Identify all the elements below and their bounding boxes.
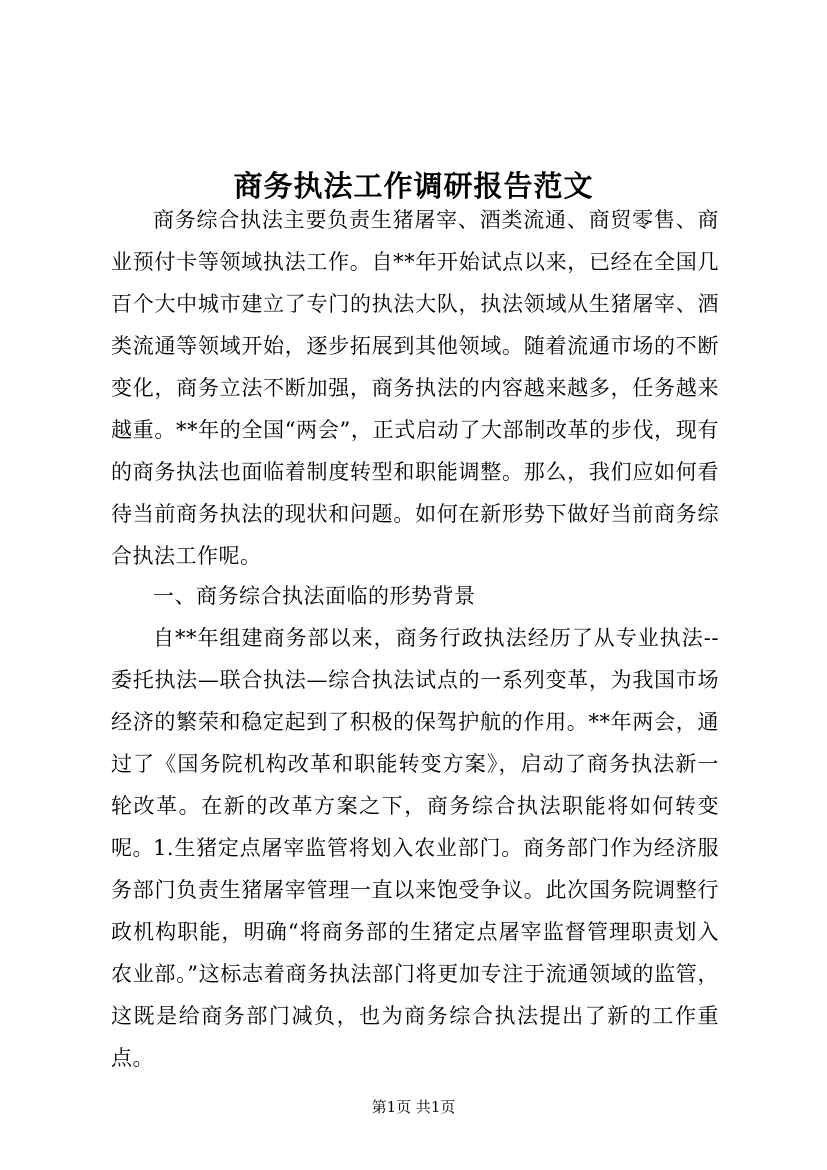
page-footer: 第1页 共1页 (371, 1098, 456, 1116)
paragraph-intro: 商务综合执法主要负责生猪屠宰、酒类流通、商贸零售、商业预付卡等领域执法工作。自**年开始试点以来，已经在全国几百个大中城市建立了专门的执法大队，执法领域从生猪屠宰、酒类流通等领域开始，逐步拓展到其他领域。随着流通市场的不断变化，商务立法不断加强，商务执法的内容越来越多，任务越来越重。**年的全国“两会”，正式启动了大部制改革的步伐，现有的商务执法也面临着制度转型和职能调整。那么，我们应如何看待当前商务执法的现状和问题。如何在新形势下做好当前商务综合执法工作呢。 (111, 208, 719, 568)
paragraph-background: 自**年组建商务部以来，商务行政执法经历了从专业执法--委托执法—联合执法—综合执法试点的一系列变革，为我国市场经济的繁荣和稳定起到了积极的保驾护航的作用。**年两会，通过了《国务院机构改革和职能转变方案》，启动了商务执法新一轮改革。在新的改革方案之下，商务综合执法职能将如何转变呢。 (111, 626, 719, 860)
document-title: 商务执法工作调研报告范文 (233, 169, 594, 204)
paragraph-point-1: 1.生猪定点屠宰监管将划入农业部门。商务部门作为经济服务部门负责生猪屠宰管理一直以来饱受争议。此次国务院调整行政机构职能，明确“将商务部的生猪定点屠宰监督管理职责划入农业部。”这标志着商务执法部门将更加专注于流通领域的监管，这既是给商务部门减负，也为商务综合执法提出了新的工作重点。 (111, 836, 719, 1070)
section-heading: 一、商务综合执法面临的形势背景 (153, 584, 476, 608)
